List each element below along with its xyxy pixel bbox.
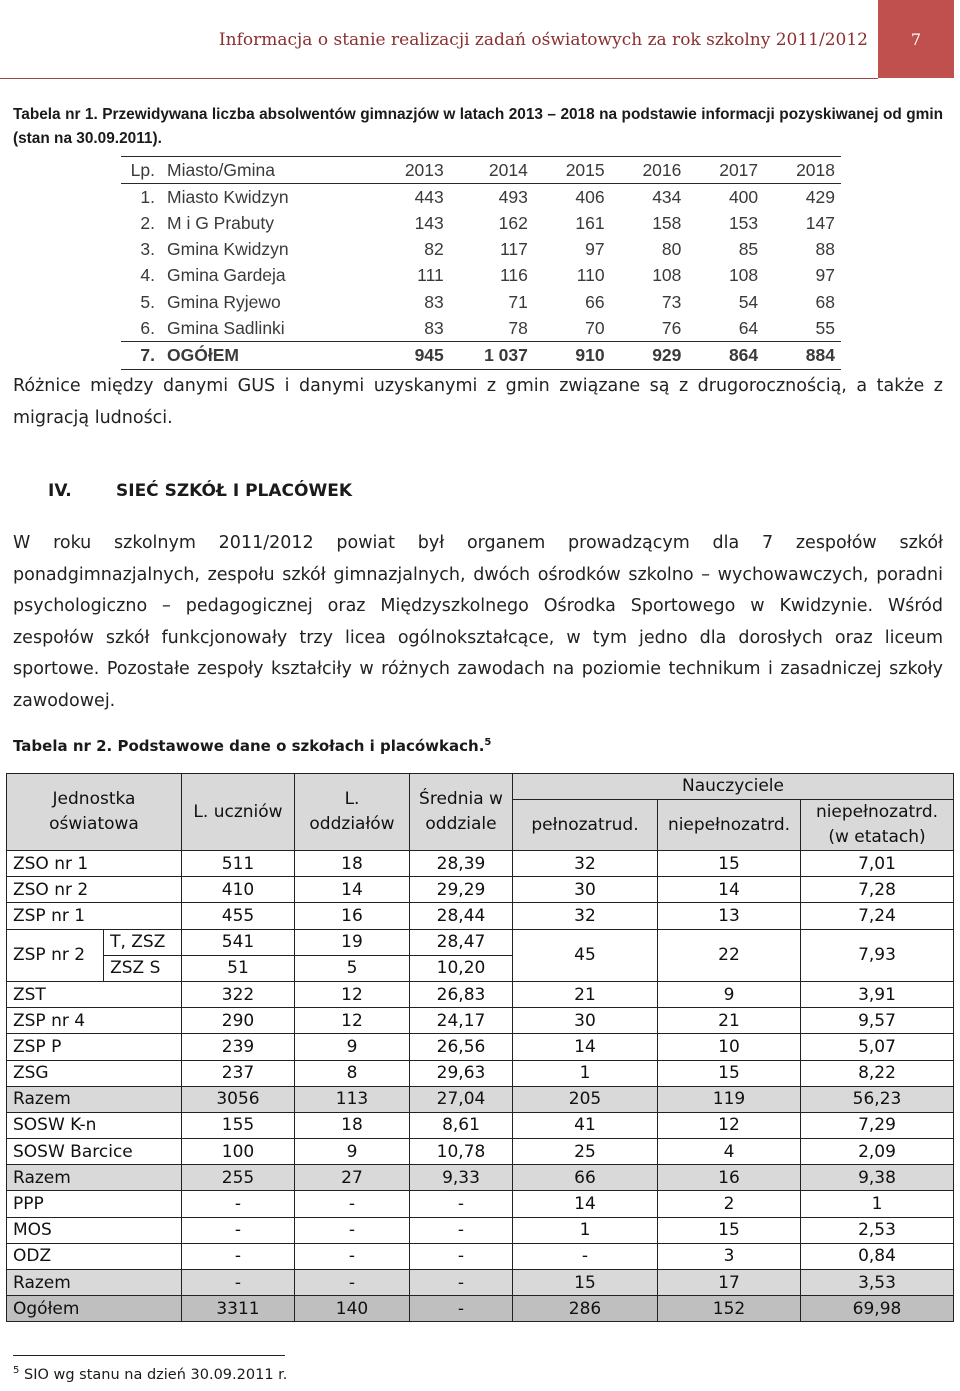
table-cell: 9,33 [410,1165,513,1191]
footnote-text: SIO wg stanu na dzień 30.09.2011 r. [23,1366,288,1383]
table-cell: 32 [513,851,658,877]
table-cell: - [410,1191,513,1217]
table-cell: 17 [658,1270,801,1296]
table-cell: 28,39 [410,851,513,877]
table-cell: 2,09 [801,1139,954,1165]
table-cell: ZSP nr 1 [7,903,182,929]
table-cell: 73 [661,291,682,312]
table-row [7,1165,954,1191]
table-cell: 26,56 [410,1034,513,1060]
table-cell: 406 [575,186,605,207]
table-cell: 14 [295,877,410,903]
page-number-badge: 7 [878,0,954,78]
column-header: 2017 [687,157,764,184]
footnote-ref: 5 [484,737,492,748]
table-cell: 71 [508,291,528,312]
table-cell: 143 [414,212,444,233]
table-cell: 7,29 [801,1112,954,1138]
table-cell: - [295,1191,410,1217]
table-row [121,210,841,236]
table-cell: 54 [738,291,759,312]
table-cell: Razem [7,1086,182,1112]
table-cell: - [182,1191,295,1217]
column-header: Miasto/Gmina [161,157,373,184]
table-header-row [121,157,841,184]
table-cell: 32 [513,903,658,929]
header-parttime: niepełnozatrd. [658,800,801,851]
table-cell: Miasto Kwidzyn [167,186,289,207]
table-cell: 7,01 [801,851,954,877]
table-cell: 455 [182,903,295,929]
table-cell: ZSP nr 2 [7,929,104,981]
table-cell: 45 [513,929,658,981]
table-row [7,1008,954,1034]
table-cell: 945 [373,342,450,369]
table-cell: 64 [738,317,759,338]
table-cell: 30 [513,877,658,903]
column-header: 2014 [450,157,534,184]
column-header: 2013 [373,157,450,184]
header-students: L. uczniów [182,774,295,851]
table-cell: 2,53 [801,1217,954,1243]
header-classes: L. oddziałów [295,774,410,851]
table-cell: 51 [182,955,295,981]
table-cell: 140 [295,1296,410,1322]
table-cell: 85 [738,239,759,260]
table-row [7,929,954,955]
table-cell: 29,29 [410,877,513,903]
table-cell: 7,93 [801,929,954,981]
table-cell: 117 [499,239,528,260]
table-cell: 162 [498,212,528,233]
table-cell: Gmina Gardeja [167,265,286,286]
header-unit: Jednostka oświatowa [7,774,182,851]
table-cell: 14 [658,877,801,903]
table-cell: 3311 [182,1296,295,1322]
table-cell: 286 [513,1296,658,1322]
table-cell: 9 [295,1139,410,1165]
table-cell: 541 [182,929,295,955]
table-row [7,1112,954,1138]
table-cell: 3 [658,1243,801,1269]
table-cell: 400 [728,186,759,207]
table-cell: ZST [7,981,182,1007]
table-cell: PPP [7,1191,182,1217]
table-cell: 66 [585,291,605,312]
table-cell: 5 [295,955,410,981]
table-cell: 910 [534,342,611,369]
table-cell: - [410,1296,513,1322]
table-cell: 56,23 [801,1086,954,1112]
table-cell: 443 [414,186,444,207]
school-network-paragraph: W roku szkolnym 2011/2012 powiat był organem prowadzącym dla 7 zespołów szkół ponadgimnazjalnych, zespołu szkół gimnazjalnych, dwóch ośrodków szkolno – wychowawczych, poradni psychologiczno – pedagogicznej oraz Międzyszkolnego Ośrodka Sportowego w Kwidzynie. Wśród zespołów szkół funkcjonowały trzy licea ogólnokształcące, w tym jedno dla dorosłych oraz liceum sportowe. Pozostałe zespoły kształciły w różnych zawodach na poziomie technikum i zasadniczej szkoły zawodowej. [13,533,943,711]
table-cell: - [295,1243,410,1269]
table-cell: 100 [182,1139,295,1165]
table-cell: 884 [764,342,841,369]
table-cell: 434 [652,186,682,207]
table-cell: 2. [140,212,155,233]
section-number: IV. [48,481,72,501]
table-cell: - [513,1243,658,1269]
footnote-number: 5 [13,1365,20,1376]
column-header: 2016 [611,157,688,184]
table-cell: 83 [424,317,444,338]
table-cell: 9 [295,1034,410,1060]
table-cell: 116 [499,265,528,286]
table-cell: 15 [658,851,801,877]
table-cell: 147 [805,212,835,233]
table-cell: 9,38 [801,1165,954,1191]
table-cell: 8 [295,1060,410,1086]
table-cell: 15 [513,1270,658,1296]
table-cell: 864 [687,342,764,369]
table-cell: Gmina Ryjewo [167,291,281,312]
header-divider [0,78,878,79]
table-cell: 55 [815,317,835,338]
table-cell: 290 [182,1008,295,1034]
table-cell: 239 [182,1034,295,1060]
table-cell: 152 [658,1296,801,1322]
table-cell: 21 [513,981,658,1007]
column-header: Lp. [121,157,161,184]
table-cell: 4. [140,265,155,286]
table-cell: 8,61 [410,1112,513,1138]
table-cell: 30 [513,1008,658,1034]
table-cell: 21 [658,1008,801,1034]
table-cell: ZSP P [7,1034,182,1060]
table-cell: OGÓłEM [161,342,373,369]
table-cell: 2 [658,1191,801,1217]
table-cell: 205 [513,1086,658,1112]
table-cell: 5. [140,291,155,312]
table-cell: 24,17 [410,1008,513,1034]
table-cell: 41 [513,1112,658,1138]
table-cell: SOSW K-n [7,1112,182,1138]
table-row [7,1296,954,1322]
table-cell: 26,83 [410,981,513,1007]
table-cell: 255 [182,1165,295,1191]
table-cell: Razem [7,1270,182,1296]
table-row [121,289,841,315]
table-cell: 237 [182,1060,295,1086]
table-cell: 27 [295,1165,410,1191]
table-cell: 9 [658,981,801,1007]
table-row [121,237,841,263]
table-cell: 1 037 [450,342,534,369]
table-cell: 12 [658,1112,801,1138]
table1-caption: Tabela nr 1. Przewidywana liczba absolwentów gimnazjów w latach 2013 – 2018 na podstawie informacji pozyskiwanej od gmin (stan na 30.09.2011). [13,106,943,147]
table-cell: 88 [815,239,835,260]
table-cell: 3. [140,239,155,260]
table-cell: 119 [658,1086,801,1112]
table-cell: 29,63 [410,1060,513,1086]
table-cell: 108 [652,265,682,286]
table-cell: 78 [508,317,528,338]
table-cell: 161 [575,212,605,233]
table-cell: - [295,1270,410,1296]
table-cell: 76 [661,317,682,338]
table-cell: - [182,1270,295,1296]
table-row [7,1217,954,1243]
table-row [7,1243,954,1269]
table2-caption [13,737,491,755]
table-cell: 322 [182,981,295,1007]
table-cell: 410 [182,877,295,903]
table-cell: 5,07 [801,1034,954,1060]
table-cell: 6. [140,317,155,338]
table-cell: Gmina Kwidzyn [167,239,289,260]
table-cell: 10,78 [410,1139,513,1165]
header-parttime-fte: niepełnozatrd. (w etatach) [801,800,954,851]
table-row [7,1270,954,1296]
section-title: SIEĆ SZKÓŁ I PLACÓWEK [116,481,352,501]
page-header [0,0,960,80]
section-heading [48,481,352,501]
table-cell: 19 [295,929,410,955]
table-cell: 1 [801,1191,954,1217]
header-title: Informacja o stanie realizacji zadań oświatowych za rok szkolny 2011/2012 [218,30,868,50]
table-row [7,1191,954,1217]
table-cell: ZSG [7,1060,182,1086]
table-cell: 18 [295,851,410,877]
table-cell: ZSZ S [104,955,182,981]
table-cell: 12 [295,981,410,1007]
table-cell: 28,44 [410,903,513,929]
table-cell: ZSP nr 4 [7,1008,182,1034]
table-cell: 10,20 [410,955,513,981]
table-cell: - [410,1243,513,1269]
table-cell: - [410,1217,513,1243]
table-row [121,184,841,211]
table-row [121,263,841,289]
table-cell: MOS [7,1217,182,1243]
table-cell: 7,24 [801,903,954,929]
table-cell: Razem [7,1165,182,1191]
table-cell: 111 [417,265,444,286]
table-cell: 69,98 [801,1296,954,1322]
graduates-table [121,156,841,370]
table-cell: 27,04 [410,1086,513,1112]
table-cell: 22 [658,929,801,981]
column-header: 2018 [764,157,841,184]
table-cell: 66 [513,1165,658,1191]
table-row [7,851,954,877]
table-cell: 3,91 [801,981,954,1007]
table-cell: 929 [611,342,688,369]
table-row [7,1034,954,1060]
table-cell: 3056 [182,1086,295,1112]
table-cell: 0,84 [801,1243,954,1269]
table-cell: 68 [815,291,835,312]
table-row [7,903,954,929]
table-cell: - [182,1243,295,1269]
table-row [7,1139,954,1165]
table-cell: 12 [295,1008,410,1034]
table-cell: 9,57 [801,1008,954,1034]
schools-table [6,773,954,1322]
table-row [7,1086,954,1112]
table-row [7,1060,954,1086]
table-cell: 16 [658,1165,801,1191]
header-teachers: Nauczyciele [513,774,954,800]
table-cell: 3,53 [801,1270,954,1296]
table-cell: 25 [513,1139,658,1165]
table-cell: 429 [805,186,835,207]
table-cell: 4 [658,1139,801,1165]
table-cell: 97 [815,265,835,286]
footnote [13,1365,287,1383]
table-cell: 7,28 [801,877,954,903]
table-cell: ODZ [7,1243,182,1269]
table-cell: 28,47 [410,929,513,955]
header-average: Średnia w oddziale [410,774,513,851]
table-cell: 493 [498,186,528,207]
table-cell: 8,22 [801,1060,954,1086]
table-cell: 70 [585,317,605,338]
table-cell: 110 [576,265,605,286]
table-cell: SOSW Barcice [7,1139,182,1165]
table-cell: 15 [658,1217,801,1243]
table-cell: ZSO nr 1 [7,851,182,877]
table-cell: T, ZSZ [104,929,182,955]
table-cell: 155 [182,1112,295,1138]
table-cell: Ogółem [7,1296,182,1322]
table-cell: 511 [182,851,295,877]
table-cell: Gmina Sadlinki [167,317,285,338]
table-cell: 80 [661,239,682,260]
table-cell: 83 [424,291,444,312]
table-cell: 18 [295,1112,410,1138]
table-cell: - [182,1217,295,1243]
table-cell: 82 [424,239,444,260]
table-cell: 14 [513,1034,658,1060]
table-cell: - [410,1270,513,1296]
table-row [121,315,841,342]
table-row [7,981,954,1007]
table-cell: 153 [728,212,759,233]
table-cell: - [295,1217,410,1243]
table-cell: 1 [513,1217,658,1243]
header-fulltime: pełnozatrud. [513,800,658,851]
column-header: 2015 [534,157,611,184]
table-cell: M i G Prabuty [167,212,274,233]
table-cell: 158 [652,212,682,233]
table-cell: 1 [513,1060,658,1086]
table2-caption-text: Tabela nr 2. Podstawowe dane o szkołach i placówkach. [13,737,485,755]
footnote-divider [13,1355,285,1356]
table-cell: 10 [658,1034,801,1060]
table-cell: 7. [121,342,161,369]
table-cell: 15 [658,1060,801,1086]
gus-differences-paragraph: Różnice między danymi GUS i danymi uzyskanymi z gmin związane są z drugorocznością, a także z migracją ludności. [13,376,943,428]
table-row [121,342,841,369]
table-cell: 97 [585,239,605,260]
table-row [7,877,954,903]
table-cell: ZSO nr 2 [7,877,182,903]
table-cell: 108 [728,265,759,286]
table-cell: 14 [513,1191,658,1217]
table-cell: 16 [295,903,410,929]
table-cell: 113 [295,1086,410,1112]
table-cell: 1. [140,186,155,207]
table-cell: 13 [658,903,801,929]
